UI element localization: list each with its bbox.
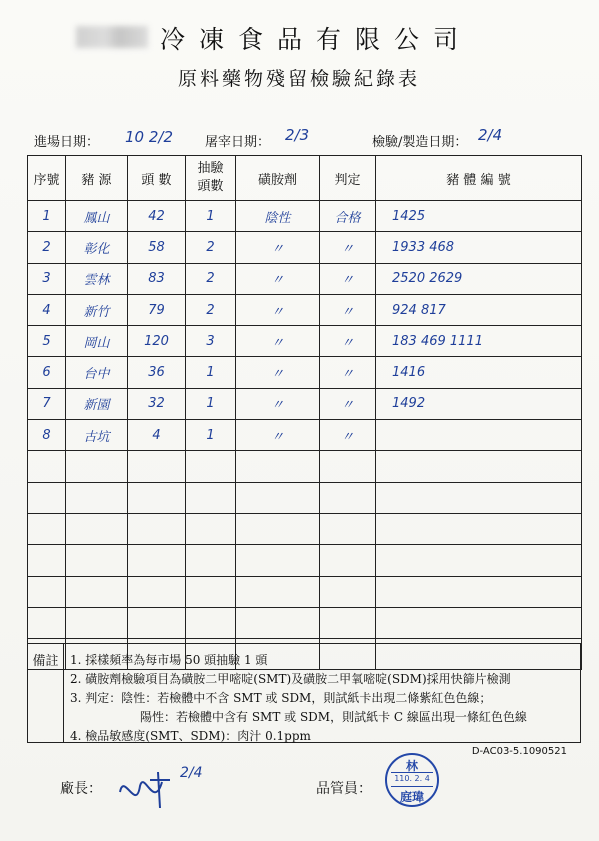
row-no: 5 [28,326,66,357]
empty-cell [236,576,320,607]
empty-cell [376,482,582,513]
notes-box [27,643,581,743]
table-row-empty [28,451,582,482]
empty-cell [128,451,186,482]
row-result: 〃 [320,420,376,451]
col-header-sampled [186,156,236,201]
note-line-1: 1. 採樣頻率為每市場 50 頭抽驗 1 頭 [70,653,268,667]
stamp-top: 林 [405,759,418,773]
row-sampled: 1 [186,201,236,232]
empty-cell [376,451,582,482]
empty-cell [376,576,582,607]
empty-cell [28,545,66,576]
empty-cell [376,545,582,576]
row-pig-ids: 1492 [376,388,582,419]
empty-cell [320,607,376,638]
row-source: 新竹 [66,294,128,325]
stamp-bottom: 庭瑋 [399,790,424,804]
row-sampled: 2 [186,263,236,294]
empty-cell [66,451,128,482]
table-row [28,357,582,388]
col-header-head-count: 頭 數 [128,156,186,201]
empty-cell [236,545,320,576]
empty-cell [186,451,236,482]
empty-cell [186,545,236,576]
empty-cell [128,513,186,544]
empty-cell [236,607,320,638]
row-source: 彰化 [66,232,128,263]
row-pig-ids: 1416 [376,357,582,388]
row-no: 1 [28,201,66,232]
row-sulfa: 〃 [236,263,320,294]
empty-cell [186,576,236,607]
col-header-result: 判定 [320,156,376,201]
row-pig-ids: 924 817 [376,294,582,325]
row-head-count: 83 [128,263,186,294]
table-row [28,388,582,419]
row-no: 8 [28,420,66,451]
row-head-count: 4 [128,420,186,451]
note-line-3b: 陽性：若檢體中含有 SMT 或 SDM，則試紙卡 C 線區出現一條紅色色線 [140,710,527,724]
row-result: 〃 [320,294,376,325]
redacted-company-name [76,26,148,48]
row-result: 合格 [320,201,376,232]
col-header-pig-ids: 豬 體 編 號 [376,156,582,201]
row-head-count: 79 [128,294,186,325]
row-source: 雲林 [66,263,128,294]
row-sulfa: 〃 [236,232,320,263]
row-no: 2 [28,232,66,263]
table-row [28,420,582,451]
row-sampled: 2 [186,232,236,263]
empty-cell [320,513,376,544]
empty-cell [128,545,186,576]
col-header-sulfa: 磺胺劑 [236,156,320,201]
empty-cell [28,482,66,513]
qc-label: 品管員： [316,781,372,797]
row-sulfa: 〃 [236,326,320,357]
row-no: 6 [28,357,66,388]
empty-cell [28,451,66,482]
table-row [28,263,582,294]
empty-cell [28,607,66,638]
table-row [28,326,582,357]
empty-cell [320,451,376,482]
table-row [28,294,582,325]
stamp-date: 110. 2. 4 [394,774,430,783]
form-title: 原料藥物殘留檢驗紀錄表 [178,68,421,90]
table-row-empty [28,576,582,607]
empty-cell [66,607,128,638]
inspection-table [27,155,582,670]
empty-cell [236,482,320,513]
empty-cell [236,513,320,544]
row-sampled: 2 [186,294,236,325]
row-sulfa: 陰性 [236,201,320,232]
row-no: 3 [28,263,66,294]
empty-cell [376,513,582,544]
row-result: 〃 [320,326,376,357]
col-header-sampled-line2: 頭數 [197,179,224,194]
row-source: 鳳山 [66,201,128,232]
row-result: 〃 [320,263,376,294]
row-source: 台中 [66,357,128,388]
row-pig-ids [376,420,582,451]
entry-date-label: 進場日期： [34,135,100,150]
factory-head-label: 廠長： [60,781,102,797]
empty-cell [128,576,186,607]
row-pig-ids: 183 469 1111 [376,326,582,357]
empty-cell [66,545,128,576]
table-header-row [28,156,582,201]
row-source: 岡山 [66,326,128,357]
slaughter-date-label: 屠宰日期： [205,135,271,150]
note-line-2: 2. 磺胺劑檢驗項目為磺胺二甲嘧啶(SMT)及磺胺二甲氧嘧啶(SDM)採用快篩片檢測 [70,672,511,686]
row-sampled: 1 [186,388,236,419]
row-no: 7 [28,388,66,419]
row-sampled: 1 [186,357,236,388]
row-pig-ids: 1933 468 [376,232,582,263]
row-head-count: 36 [128,357,186,388]
row-sulfa: 〃 [236,294,320,325]
empty-cell [320,576,376,607]
inspect-date-value: 2/4 [478,126,503,144]
row-head-count: 32 [128,388,186,419]
table-row [28,232,582,263]
factory-head-date: 2/4 [180,765,203,781]
row-result: 〃 [320,232,376,263]
empty-cell [66,576,128,607]
notes-label: 備註 [28,644,64,742]
row-result: 〃 [320,388,376,419]
empty-cell [186,607,236,638]
row-sampled: 3 [186,326,236,357]
table-row-empty [28,513,582,544]
note-line-3: 3. 判定：陰性：若檢體中不含 SMT 或 SDM，則試紙卡出現二條紫紅色色線； [70,691,492,705]
empty-cell [186,482,236,513]
table-row-empty [28,545,582,576]
empty-cell [128,607,186,638]
empty-cell [186,513,236,544]
empty-cell [66,482,128,513]
inspect-date-label: 檢驗/製造日期： [372,135,468,150]
empty-cell [128,482,186,513]
row-head-count: 120 [128,326,186,357]
row-no: 4 [28,294,66,325]
row-source: 古坑 [66,420,128,451]
row-source: 新園 [66,388,128,419]
entry-date-value: 10 2/2 [125,128,173,146]
empty-cell [28,576,66,607]
row-sulfa: 〃 [236,388,320,419]
table-body [28,201,582,670]
empty-cell [376,607,582,638]
row-pig-ids: 2520 2629 [376,263,582,294]
note-line-4: 4. 檢品敏感度(SMT、SDM)：肉汁 0.1ppm [70,729,311,743]
row-result: 〃 [320,357,376,388]
company-name: 冷凍食品有限公司 [160,25,473,54]
slaughter-date-value: 2/3 [285,126,310,144]
col-header-source: 豬 源 [66,156,128,201]
table-row [28,201,582,232]
empty-cell [66,513,128,544]
qc-stamp [385,753,439,807]
empty-cell [320,545,376,576]
row-head-count: 42 [128,201,186,232]
empty-cell [320,482,376,513]
row-sulfa: 〃 [236,420,320,451]
row-sulfa: 〃 [236,357,320,388]
document-code: D-AC03-5.1090521 [471,746,567,757]
table-row-empty [28,482,582,513]
row-head-count: 58 [128,232,186,263]
table-row-empty [28,607,582,638]
empty-cell [28,513,66,544]
empty-cell [236,451,320,482]
col-header-sampled-line1: 抽驗 [197,161,224,176]
row-sampled: 1 [186,420,236,451]
col-header-no: 序號 [28,156,66,201]
row-pig-ids: 1425 [376,201,582,232]
